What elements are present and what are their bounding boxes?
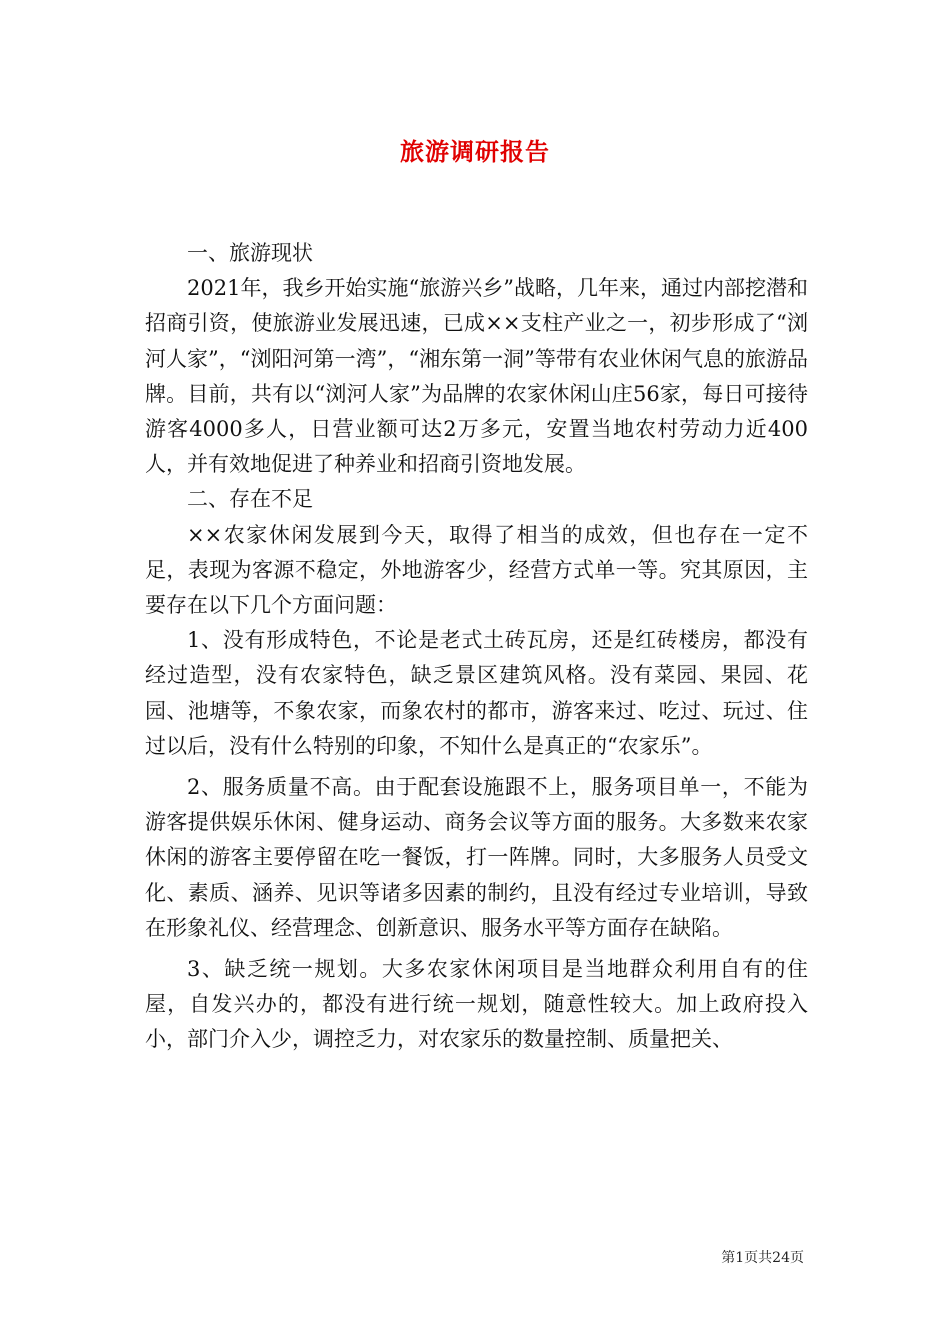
paragraph-shortcomings-intro: ××农家休闲发展到今天，取得了相当的成效，但也存在一定不足，表现为客源不稳定，外地游客少，经营方式单一等。究其原因，主要存在以下几个方面问题： <box>145 522 808 618</box>
paragraph-issue-planning: 3、缺乏统一规划。大多农家休闲项目是当地群众利用自有的住屋，自发兴办的，都没有进行统一规划，随意性较大。加上政府投入小，部门介入少，调控乏力，对农家乐的数量控制、质量把关、 <box>145 957 808 1052</box>
paragraph-issue-no-features: 1、没有形成特色，不论是老式土砖瓦房，还是红砖楼房，都没有经过造型，没有农家特色，缺乏景区建筑风格。没有菜园、果园、花园、池塘等，不象农家，而象农村的都市，游客来过、吃过、玩过、住过以后，没有什么特别的印象，不知什么是真正的“农家乐”。 <box>145 628 808 758</box>
paragraph-status-overview: 2021年，我乡开始实施“旅游兴乡”战略，几年来，通过内部挖潜和招商引资，使旅游业发展迅速，已成××支柱产业之一，初步形成了“浏河人家”，“浏阳河第一湾”，“湘东第一洞”等带有农业休闲气息的旅游品牌。目前，共有以“浏河人家”为品牌的农家休闲山庄56家，每日可接待游客4000多人，日营业额可达2万多元，安置当地农村劳动力近400人，并有效地促进了种养业和招商引资地发展。 <box>145 276 808 477</box>
page-number-footer: 第1页共24页 <box>721 1250 804 1266</box>
document-title: 旅游调研报告 <box>400 137 550 166</box>
section-heading-shortcomings: 二、存在不足 <box>187 487 313 512</box>
document-body <box>145 236 808 1058</box>
paragraph-issue-service-quality: 2、服务质量不高。由于配套设施跟不上，服务项目单一，不能为游客提供娱乐休闲、健身运动、商务会议等方面的服务。大多数来农家休闲的游客主要停留在吃一餐饭，打一阵牌。同时，大多服务人员受文化、素质、涵养、见识等诸多因素的制约，且没有经过专业培训，导致在形象礼仪、经营理念、创新意识、服务水平等方面存在缺陷。 <box>145 775 808 940</box>
section-heading-status: 一、旅游现状 <box>187 241 313 265</box>
